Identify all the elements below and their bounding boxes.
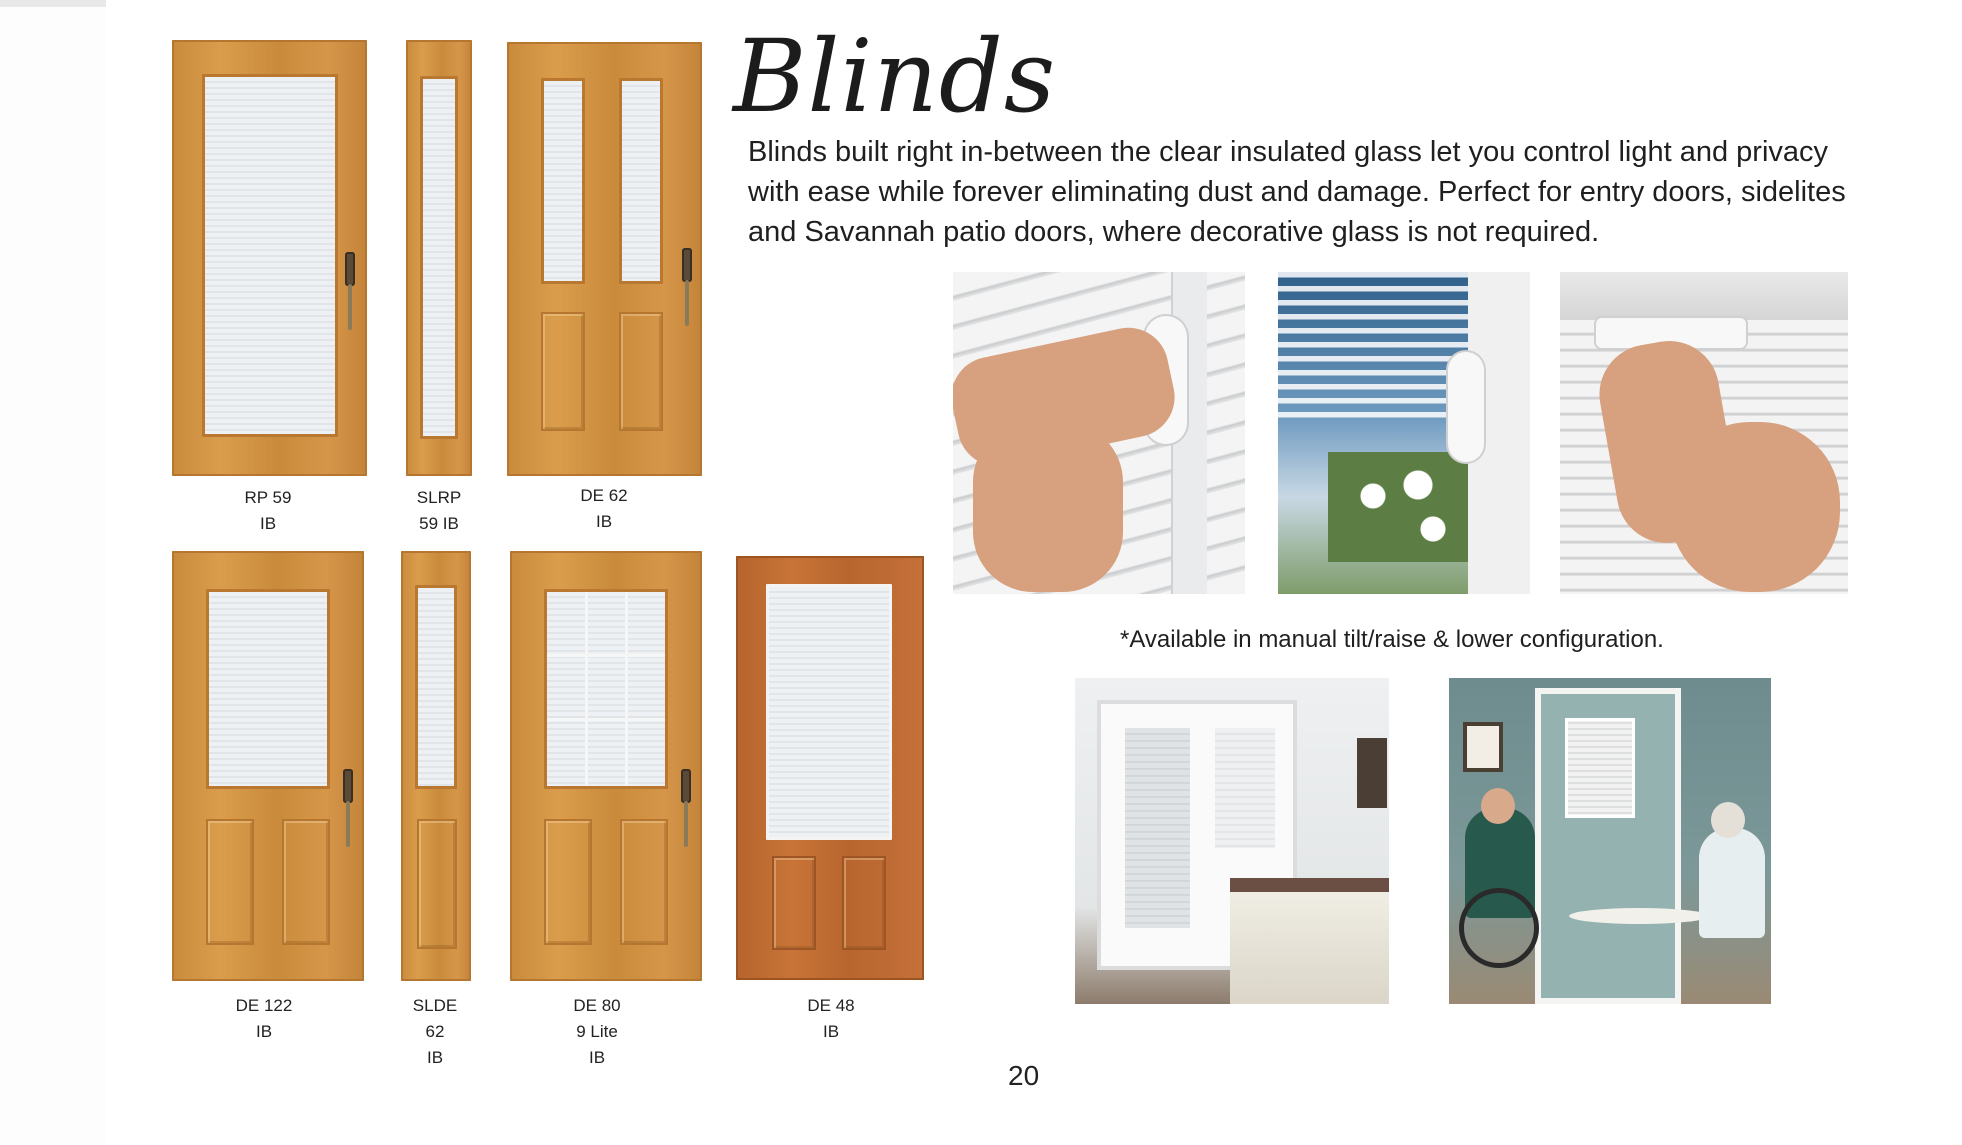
- bed: [1230, 878, 1389, 1004]
- blinds-glass: [206, 589, 330, 789]
- availability-note: *Available in manual tilt/raise & lower configuration.: [1120, 626, 1664, 653]
- door-caption-slrp59: [389, 485, 489, 537]
- door-slrp59: [406, 40, 472, 476]
- blinds-glass: [415, 585, 457, 789]
- door-de48: [736, 556, 924, 980]
- nine-lite-blinds-glass: [544, 589, 668, 789]
- door-handle-icon: [343, 769, 353, 803]
- door-blinds: [1215, 728, 1275, 848]
- caption-line-1: RP 59: [244, 488, 292, 507]
- flowers: [1328, 452, 1478, 562]
- caption-line-2: IB: [255, 1022, 273, 1041]
- caption-line-3: IB: [426, 1048, 444, 1067]
- door-rp59: [172, 40, 367, 476]
- page-title: Blinds: [733, 18, 1057, 135]
- door-de122: [172, 551, 364, 981]
- woman: [1699, 828, 1765, 938]
- door-panel: [206, 819, 254, 945]
- door-lever: [348, 284, 352, 330]
- door-panel: [544, 819, 592, 945]
- caption-line-2: IB: [259, 514, 277, 533]
- door-lever: [346, 801, 350, 847]
- door-slde62: [401, 551, 471, 981]
- grille-bar: [585, 592, 588, 786]
- blinds-glass-left: [541, 78, 585, 284]
- caption-line-3: IB: [588, 1048, 606, 1067]
- caption-line-1: SLRP: [416, 488, 462, 507]
- blinds-glass: [766, 584, 892, 840]
- caption-line-2: 9 Lite: [576, 1022, 618, 1041]
- hand: [973, 422, 1123, 592]
- wall-art: [1357, 738, 1387, 808]
- caption-line-2: IB: [822, 1022, 840, 1041]
- left-margin: [0, 7, 106, 1145]
- door-blinds: [1125, 728, 1190, 928]
- door-caption-de80: [547, 993, 647, 1071]
- door-panel: [772, 856, 816, 950]
- wall-picture: [1463, 722, 1503, 772]
- caption-line-2: 59 IB: [419, 514, 459, 533]
- man-head: [1481, 788, 1515, 824]
- caption-line-1: DE 122: [235, 996, 293, 1015]
- tilt-wand-icon: [1448, 352, 1484, 462]
- door-de80-9-lite: [510, 551, 702, 981]
- wheelchair-icon: [1459, 888, 1539, 968]
- head-rail: [1560, 272, 1848, 320]
- door-panel: [619, 312, 663, 431]
- grille-bar: [547, 654, 665, 657]
- top-bar: [0, 0, 106, 7]
- grille-bar: [547, 718, 665, 721]
- door-panel: [417, 819, 457, 949]
- caption-line-1: DE 80: [573, 996, 621, 1015]
- door-de62: [507, 42, 702, 476]
- raise-lower-hand-photo: [1560, 272, 1848, 594]
- caption-line-1: DE 48: [807, 996, 855, 1015]
- door-handle-icon: [682, 248, 692, 282]
- blinds-glass: [202, 74, 338, 437]
- page-number: 20: [1008, 1060, 1040, 1091]
- blinds-window-photo: [1278, 272, 1530, 594]
- caption-line-1: SLDE: [412, 996, 458, 1015]
- blinds-glass-right: [619, 78, 663, 284]
- door-panel: [282, 819, 330, 945]
- door-lever: [685, 280, 689, 326]
- bedroom-patio-door-photo: [1075, 678, 1389, 1004]
- tilt-hand-photo: [953, 272, 1245, 594]
- door-panel: [620, 819, 668, 945]
- table: [1569, 908, 1709, 924]
- kitchen-door-photo: [1449, 678, 1771, 1004]
- door-panel: [541, 312, 585, 431]
- door-handle-icon: [681, 769, 691, 803]
- hand: [1670, 422, 1840, 592]
- description-paragraph: Blinds built right in-between the clear insulated glass let you control light and privacy with ease while forever eliminating dust and damage. Perfect for entry doors, sidelites and Savannah patio doors, where decorative glass is not required.: [748, 136, 1846, 248]
- caption-line-2: 62: [425, 1022, 445, 1041]
- woman-head: [1711, 802, 1745, 838]
- door-handle-icon: [345, 252, 355, 286]
- grille-bar: [625, 592, 628, 786]
- door-caption-de62: [554, 483, 654, 535]
- caption-line-2: IB: [595, 512, 613, 531]
- blinds-glass: [420, 76, 458, 439]
- door-caption-de48: [781, 993, 881, 1045]
- caption-line-1: DE 62: [580, 486, 628, 505]
- door-caption-de122: [214, 993, 314, 1045]
- door-lever: [684, 801, 688, 847]
- door-panel: [842, 856, 886, 950]
- door-blinds: [1565, 718, 1635, 818]
- door-caption-slde62: [385, 993, 485, 1071]
- door-caption-rp59: [218, 485, 318, 537]
